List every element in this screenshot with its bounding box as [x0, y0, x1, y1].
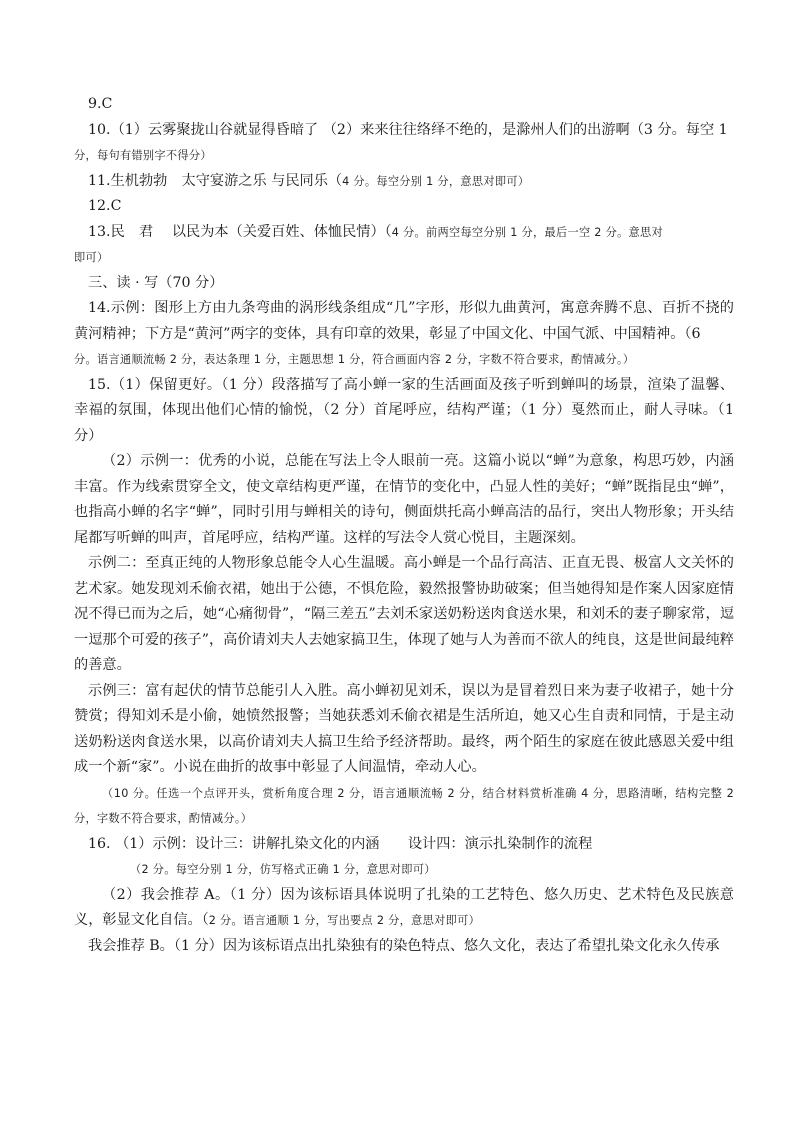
answer-15-2-example-1: （2）示例一：优秀的小说，总能在写法上令人眼前一亮。这篇小说以“蝉”为意象，构思巧妙，内涵丰富。作为线索贯穿全文，使文章结构更严谨，在情节的变化中，凸显人性的美好；“蝉”既指昆虫“蝉”，也指高小蝉的名字“蝉”，同时引用与蝉相关的诗句，侧面烘托高小蝉高洁的品行，突出人物形象；开头结尾都写听蝉的叫声，首尾呼应，结构严谨。这样的写法令人赏心悦目，主题深刻。 — [74, 453, 734, 546]
answer-16-2 — [74, 883, 734, 934]
answer-16-1-note: （2 分。每空分别 1 分，仿写格式正确 1 分，意思对即可） — [130, 863, 436, 876]
answer-13-note: 4 分。前两空每空分别 1 分，最后一空 2 分。意思对 — [391, 225, 664, 239]
answer-15-2-example-2: 示例二：至真正纯的人物形象总能令人心生温暖。高小蝉是一个品行高洁、正直无畏、极富人文关怀的艺术家。她发现刘禾偷衣裙，她出于公德，不惧危险，毅然报警协助破案；但当她得知是作案人因家庭情况不得已而为之后，她“心痛彻骨”，“隔三差五”去刘禾家送奶粉送肉食送水果，和刘禾的妻子聊家常，逗一逗那个可爱的孩子”，高价请刘夫人去她家搞卫生，体现了她与人为善而不欲人的纯良，这是世间最纯粹的善意。 — [74, 555, 734, 673]
answer-14-text: 14.示例：图形上方由九条弯曲的涡形线条组成“几”字形，形似九曲黄河，寓意奔腾不息、百折不挠的黄河精神；下方是“黄河”两字的变体，具有印章的效果，彰显了中国文化、中国气派、中国精神。（6 — [74, 300, 734, 342]
answer-9: 9.C — [88, 96, 113, 112]
answer-15-1: 15.（1）保留更好。（1 分）段落描写了高小蝉一家的生活画面及孩子听到蝉叫的场景，渲染了温馨、幸福的氛围，体现出他们心情的愉悦，（2 分）首尾呼应，结构严谨；（1 分）戛然而止，耐人寻味。（1 分） — [74, 376, 734, 444]
answer-10-note: 分，每句有错别字不得分） — [74, 149, 212, 162]
answer-14 — [74, 296, 734, 347]
answer-16-2-text: （2）我会推荐 A。（1 分）因为该标语具体说明了扎染的工艺特色、悠久历史、艺术特色及民族意义，彰显文化自信。（ — [74, 886, 734, 928]
section-heading-3: 三、读 · 写（70 分） — [88, 274, 224, 291]
document-page — [74, 92, 734, 959]
answer-13-text: 13.民 君 以民为本（关爱百姓、体恤民情）（ — [88, 223, 392, 240]
answer-10 — [74, 118, 734, 144]
answer-13-note-cont: 即可） — [74, 251, 109, 264]
answer-15-2-example-3: 示例三：富有起伏的情节总能引人入胜。高小蝉初见刘禾，误以为是冒着烈日来为妻子收裙子，她十分赞赏；得知刘禾是小偷，她愤然报警；当她获悉刘禾偷衣裙是生活所迫，她又心生自责和同情，于是主动送奶粉送肉食送水果，以高价请刘夫人搞卫生给予经济帮助。最终，两个陌生的家庭在彼此感恩关爱中组成一个新“家”。小说在曲折的故事中彰显了人间温情，牵动人心。 — [74, 682, 734, 775]
answer-12: 12.C — [88, 198, 122, 214]
answer-16-1: 16. （1）示例：设计三：讲解扎染文化的内涵 设计四：演示扎染制作的流程 — [88, 835, 593, 852]
answer-11 — [74, 169, 734, 195]
answer-11-note: 4 分。每空分别 1 分，意思对即可） — [342, 174, 530, 188]
answer-11-text: 11.生机勃勃 太守宴游之乐 与民同乐（ — [88, 172, 343, 189]
answer-16-2-note: 2 分。语言通顺 1 分，写出要点 2 分，意思对即可） — [208, 914, 481, 927]
answer-15-note: （10 分。任选一个点评开头，赏析角度合理 2 分，语言通顺流畅 2 分，结合材料赏析准确 4 分，思路清晰，结构完整 2 分，字数不符合要求，酌情减分。） — [74, 786, 734, 825]
answer-10-text: 10.（1）云雾聚拢山谷就显得昏暗了 （2）来来往往络绎不绝的，是滁州人们的出游啊（3 分。每空 1 — [88, 121, 728, 138]
answer-14-note: 分。语言通顺流畅 2 分，表达条理 1 分，主题思想 1 分，符合画面内容 2 分，字数不符合要求，酌情减分。） — [74, 353, 635, 366]
answer-13 — [74, 220, 734, 246]
answer-16-3: 我会推荐 B。（1 分）因为该标语点出扎染独有的染色特点、悠久文化，表达了希望扎染文化永久传承 — [88, 937, 720, 954]
